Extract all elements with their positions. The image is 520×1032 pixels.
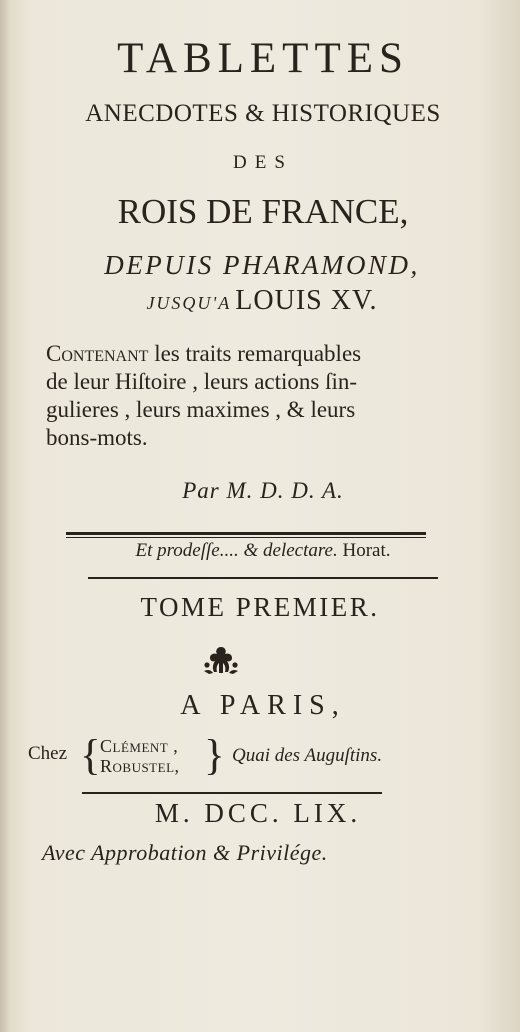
right-brace-icon: } [204, 732, 225, 779]
description-line-1 [46, 340, 456, 368]
divider-date [82, 792, 382, 794]
subtitle-des: DES [233, 152, 293, 173]
publication-place: A PARIS, [180, 690, 346, 721]
description-first-word: Contenant [46, 341, 149, 366]
epigraph-source: Horat. [337, 540, 391, 561]
description-line-2: de leur Hiſtoire , leurs actions ſin- [46, 369, 358, 394]
description-line-1-rest: les traits remarquables [148, 341, 362, 366]
volume-label: TOME PREMIER. [140, 592, 380, 622]
approval-privilege: Avec Approbation & Privilége. [42, 840, 328, 865]
description-line-4: bons-mots. [46, 425, 148, 450]
publication-date: M. DCC. LIX. [154, 798, 362, 828]
subtitle-jusqua-louis [4, 285, 520, 317]
divider-epigraph [88, 577, 438, 579]
subtitle-anecdotes: ANECDOTES & HISTORIQUES [85, 100, 441, 127]
subtitle-jusqua: JUSQU'A [146, 293, 232, 313]
publisher-block [28, 733, 498, 783]
book-title: TABLETTES [117, 35, 409, 82]
divider-thick [66, 532, 426, 535]
publisher-name-robustel: Robustel, [100, 756, 180, 776]
author-line: Par M. D. D. A. [182, 478, 344, 503]
fleuron-ornament-icon [200, 643, 242, 677]
subtitle-louis-xv: LOUIS XV. [235, 285, 378, 316]
subtitle-rois-de-france: ROIS DE FRANCE, [117, 192, 409, 231]
epigraph [6, 540, 520, 562]
left-brace-icon: { [80, 732, 101, 779]
description-line-3: gulieres , leurs maximes , & leurs [46, 397, 356, 422]
description-paragraph [46, 340, 456, 452]
divider-thin [66, 537, 426, 538]
publisher-name-clement: Clément , [100, 736, 179, 756]
publisher-address: Quai des Auguſtins. [232, 745, 383, 766]
publisher-names [100, 736, 180, 776]
publisher-prefix: Chez [28, 743, 68, 764]
subtitle-depuis-pharamond: DEPUIS PHARAMOND, [104, 250, 420, 280]
epigraph-quote: Et prodeſſe.... & delectare. [135, 540, 338, 561]
